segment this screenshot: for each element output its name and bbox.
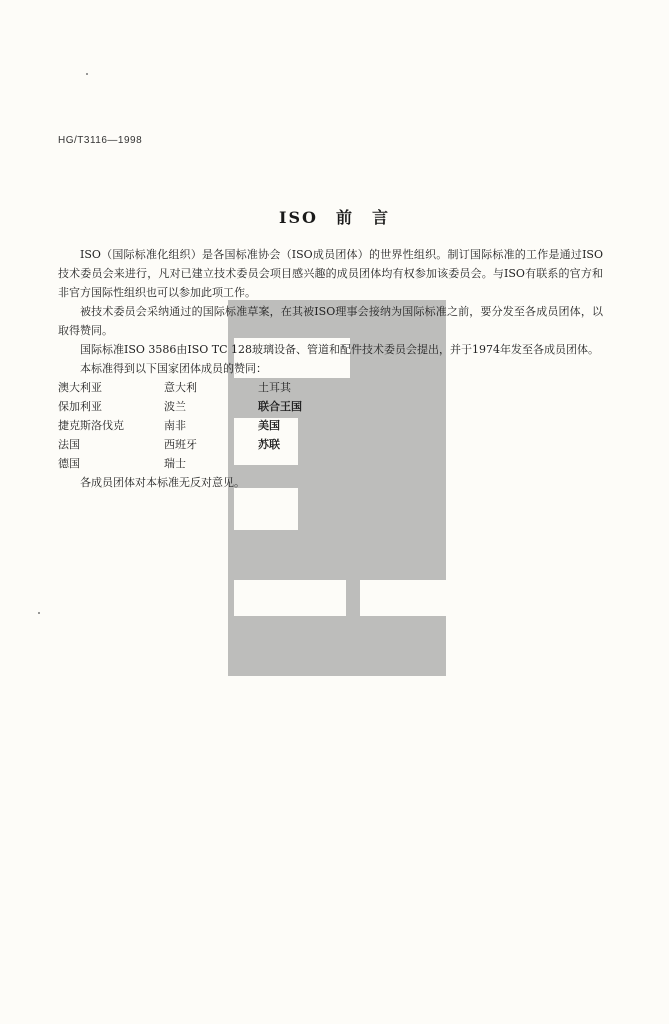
paragraph-1: ISO（国际标准化组织）是各国标准协会（ISO成员团体）的世界性组织。制订国际标准的工作是通过ISO技术委员会来进行，凡对已建立技术委员会项目感兴趣的成员团体均有权参加该委员会。与ISO有联系的官方和非官方国际性组织也可以参加此项工作。 <box>58 248 603 299</box>
scan-speck <box>86 73 88 75</box>
member-name: 德国 <box>58 457 80 470</box>
member-name: 波兰 <box>164 400 186 413</box>
member-name: 南非 <box>164 419 186 432</box>
member-name <box>258 454 378 473</box>
member-name: 西班牙 <box>164 438 197 451</box>
member-name: 联合王国 <box>258 400 302 413</box>
members-intro: 本标准得到以下国家团体成员的赞同： <box>80 362 267 375</box>
member-name: 法国 <box>58 438 80 451</box>
member-name: 澳大利亚 <box>58 381 102 394</box>
scan-speck <box>38 612 40 614</box>
member-name: 意大利 <box>164 381 197 394</box>
member-name: 捷克斯洛伐克 <box>58 419 124 432</box>
title-prefix: ISO <box>278 208 318 227</box>
member-name: 瑞士 <box>164 457 186 470</box>
paragraph-2: 被技术委员会采纳通过的国际标准草案，在其被ISO理事会接纳为国际标准之前，要分发至各成员团体，以取得赞同。 <box>58 305 603 337</box>
page-title <box>0 205 669 228</box>
member-name: 土耳其 <box>258 381 291 394</box>
title-char-2: 言 <box>371 208 390 227</box>
member-name: 保加利亚 <box>58 400 102 413</box>
closing-statement: 各成员团体对本标准无反对意见。 <box>80 476 245 489</box>
member-name: 苏联 <box>258 438 280 451</box>
title-char-1: 前 <box>335 208 354 227</box>
paragraph-3: 国际标准ISO 3586由ISO TC 128玻璃设备、管道和配件技术委员会提出，并于1974年发至各成员团体。 <box>80 343 600 356</box>
member-name: 美国 <box>258 419 280 432</box>
foreword-body <box>58 245 603 492</box>
standard-code: HG/T3116—1998 <box>58 135 143 146</box>
members-list <box>58 378 603 473</box>
